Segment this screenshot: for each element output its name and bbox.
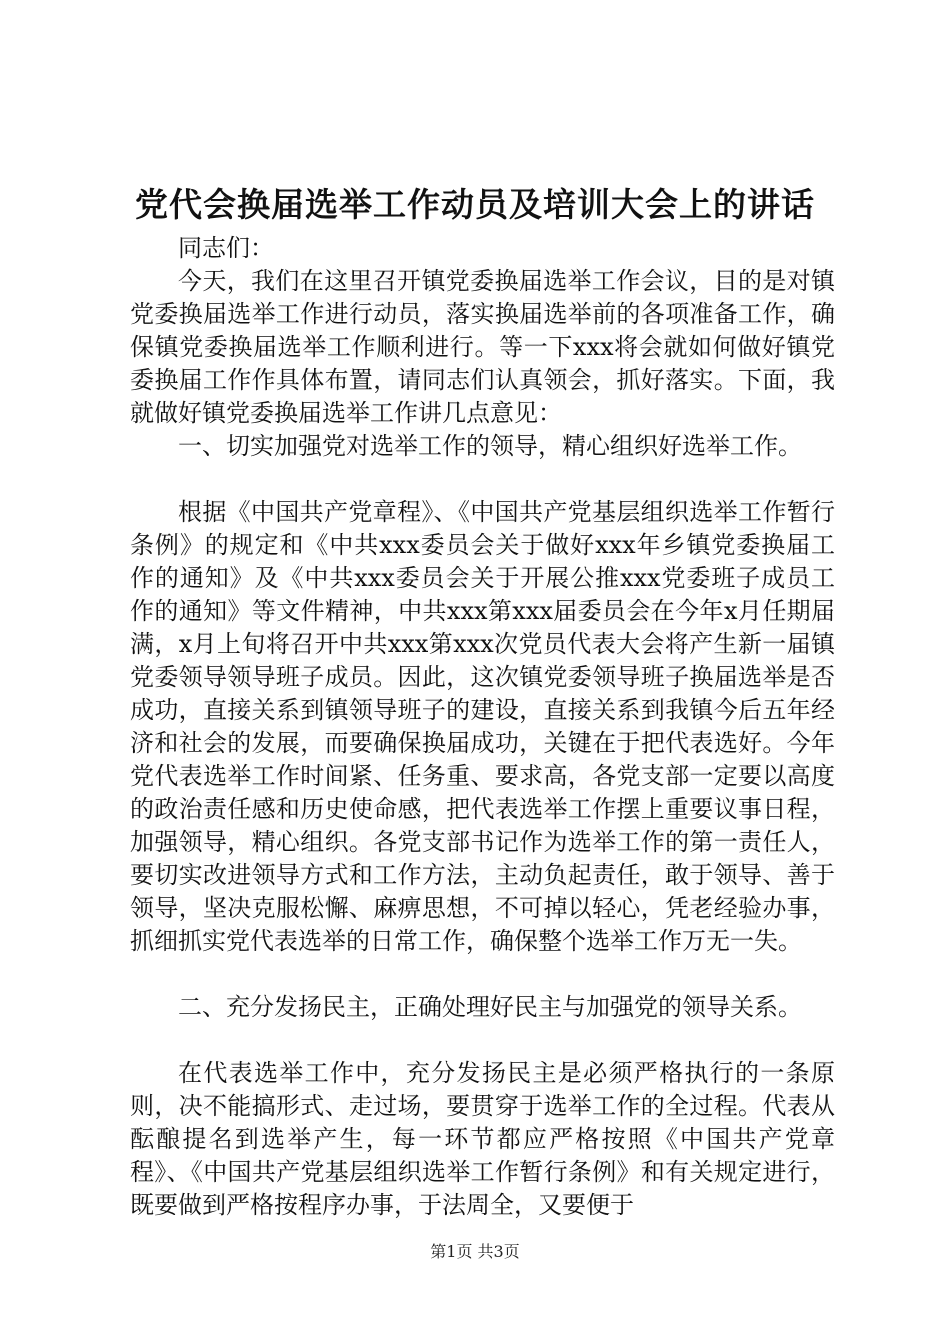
document-title: 党代会换届选举工作动员及培训大会上的讲话 [135,185,815,224]
document-body [130,232,835,1222]
paragraph-section-2: 在代表选举工作中，充分发扬民主是必须严格执行的一条原则，决不能搞形式、走过场，要贯穿于选举工作的全过程。代表从酝酿提名到选举产生，每一环节都应严格按照《中国共产党章程》、《中国共产党基层组织选举工作暂行条例》和有关规定进行，既要做到严格按程序办事，于法周全，又要便于 [130,1059,835,1219]
paragraph-section-1: 根据《中国共产党章程》、《中国共产党基层组织选举工作暂行条例》的规定和《中共xxx委员会关于做好xxx年乡镇党委换届工作的通知》及《中共xxx委员会关于开展公推xxx党委班子成员工作的通知》等文件精神，中共xxx第xxx届委员会在今年x月任期届满，x月上旬将召开中共xxx第xxx次党员代表大会将产生新一届镇党委领导领导班子成员。因此，这次镇党委领导班子换届选举是否成功，直接关系到镇领导班子的建设，直接关系到我镇今后五年经济和社会的发展，而要确保换届成功，关键在于把代表选好。今年党代表选举工作时间紧、任务重、要求高，各党支部一定要以高度的政治责任感和历史使命感，把代表选举工作摆上重要议事日程，加强领导，精心组织。各党支部书记作为选举工作的第一责任人，要切实改进领导方式和工作方法，主动负起责任，敢于领导、善于领导，坚决克服松懈、麻痹思想，不可掉以轻心，凭老经验办事，抓细抓实党代表选举的日常工作，确保整个选举工作万无一失。 [130,498,835,955]
paragraph-intro: 今天，我们在这里召开镇党委换届选举工作会议，目的是对镇党委换届选举工作进行动员，落实换届选举前的各项准备工作，确保镇党委换届选举工作顺利进行。等一下xxx将会就如何做好镇党委换届工作作具体布置，请同志们认真领会，抓好落实。下面，我就做好镇党委换届选举工作讲几点意见： [130,267,835,427]
section-heading-2: 二、充分发扬民主，正确处理好民主与加强党的领导关系。 [178,993,802,1021]
page-footer: 第1页 共3页 [430,1242,520,1261]
section-heading-1: 一、切实加强党对选举工作的领导，精心组织好选举工作。 [178,432,802,460]
salutation: 同志们： [178,234,274,262]
